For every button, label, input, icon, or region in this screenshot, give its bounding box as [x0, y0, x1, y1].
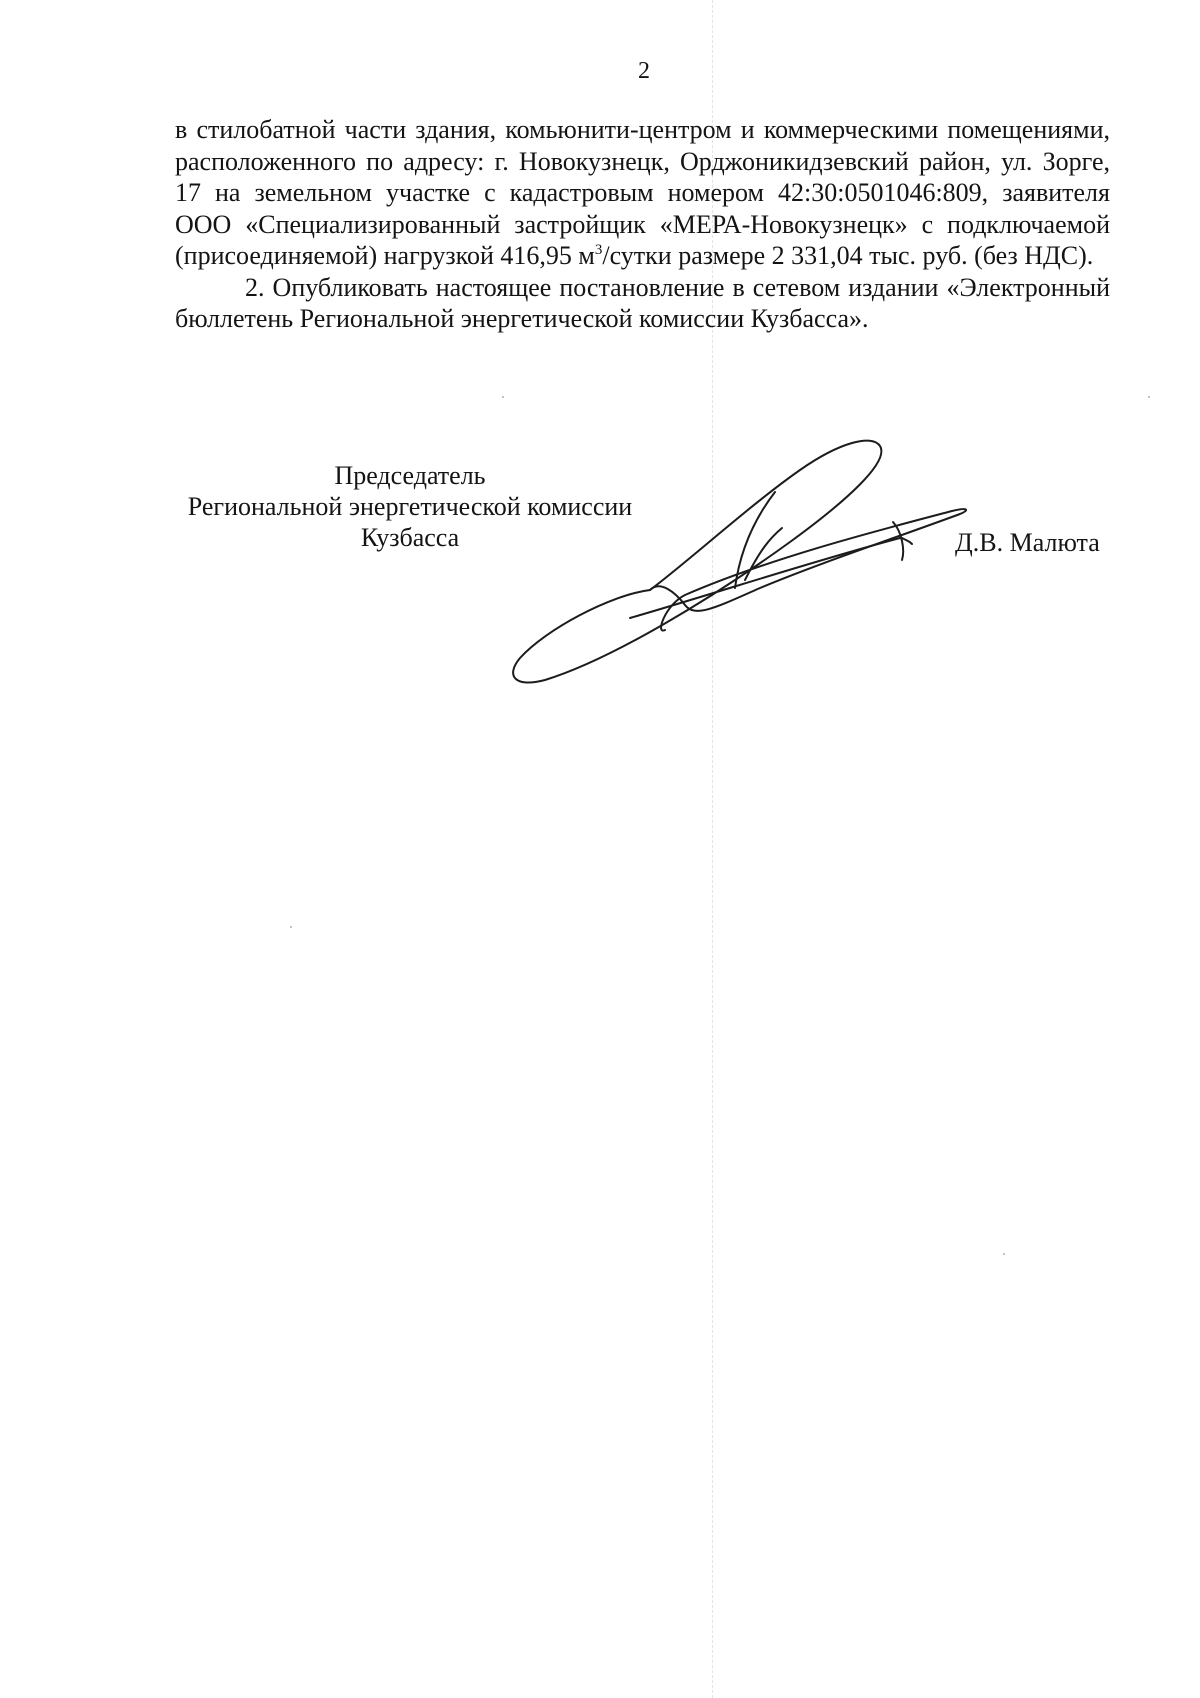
paragraph-1-lead: в стилобатной части здания, комьюнити-центром и коммерческими помещениями, расположенного по адресу: г. Новокузнецк, Орджоникидзевский район, ул. Зорге, 17 на земельном участке с кадастровым номером 42:30:0501046:809, заявителя ООО «Специализированный застройщик «МЕРА-Новокузнецк» с подключаемой (присоединяемой) нагрузкой 416,95 м — [175, 115, 1110, 270]
scan-speck — [290, 926, 292, 928]
paragraph-1-tail: /сутки размере 2 331,04 тыс. руб. (без НДС). — [602, 241, 1094, 270]
document-body — [175, 114, 1110, 335]
signer-title-line-2: Региональной энергетической комиссии — [187, 492, 633, 521]
page-number: 2 — [638, 58, 650, 84]
scan-speck — [502, 396, 504, 398]
paragraph-2: 2. Опубликовать настоящее постановление в сетевом издании «Электронный бюллетень Региональной энергетической комиссии Кузбасса». — [175, 272, 1110, 333]
paragraph-1 — [175, 114, 1110, 272]
handwritten-signature — [500, 430, 970, 700]
signer-title-line-3: Кузбасса — [360, 523, 460, 552]
scan-speck — [1003, 1253, 1005, 1255]
scan-speck — [1148, 396, 1150, 398]
signer-name: Д.В. Малюта — [955, 528, 1100, 557]
cubic-superscript: 3 — [594, 242, 603, 258]
signer-title-line-1: Председатель — [334, 461, 486, 490]
